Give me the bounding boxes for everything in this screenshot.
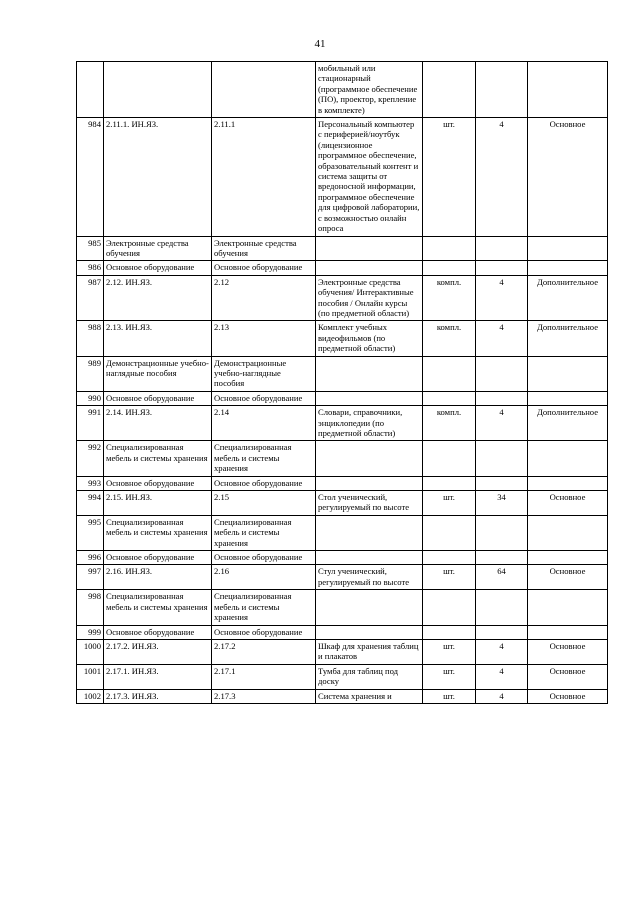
equipment-type-cell: Основное [528, 118, 608, 236]
quantity-cell: 4 [476, 406, 528, 441]
reference-code-cell [212, 62, 316, 118]
equipment-type-cell: Дополнительное [528, 275, 608, 321]
unit-cell [423, 391, 476, 405]
item-code-cell: Демонстрационные учебно-наглядные пособия [104, 356, 212, 391]
row-number-cell: 995 [77, 515, 104, 550]
equipment-type-cell [528, 515, 608, 550]
table-body [77, 62, 608, 704]
row-number-cell: 988 [77, 321, 104, 356]
unit-cell: шт. [423, 639, 476, 664]
item-code-cell: Специализированная мебель и системы хранения [104, 590, 212, 625]
equipment-type-cell: Дополнительное [528, 406, 608, 441]
description-cell: Стол ученический, регулируемый по высоте [316, 491, 423, 516]
item-code-cell: Специализированная мебель и системы хранения [104, 441, 212, 476]
description-cell [316, 236, 423, 261]
reference-code-cell: Демонстрационные учебно-наглядные пособия [212, 356, 316, 391]
reference-code-cell: Основное оборудование [212, 476, 316, 490]
description-cell: Стул ученический, регулируемый по высоте [316, 565, 423, 590]
unit-cell: компл. [423, 275, 476, 321]
description-cell: Персональный компьютер с периферией/ноутбук (лицензионное программное обеспечение, образовательный контент и система защиты от вредоносной информации, программное обеспечение для цифровой лаборатории, с возможностью онлайн опроса [316, 118, 423, 236]
item-code-cell: Электронные средства обучения [104, 236, 212, 261]
table-row [77, 664, 608, 689]
quantity-cell [476, 625, 528, 639]
item-code-cell [104, 62, 212, 118]
description-cell: мобильный или стационарный (программное обеспечение (ПО), проектор, крепление в комплекте) [316, 62, 423, 118]
reference-code-cell: 2.12 [212, 275, 316, 321]
row-number-cell: 987 [77, 275, 104, 321]
item-code-cell: Основное оборудование [104, 551, 212, 565]
reference-code-cell: Специализированная мебель и системы хранения [212, 515, 316, 550]
row-number-cell: 998 [77, 590, 104, 625]
reference-code-cell: 2.15 [212, 491, 316, 516]
reference-code-cell: 2.13 [212, 321, 316, 356]
unit-cell [423, 625, 476, 639]
quantity-cell: 4 [476, 321, 528, 356]
description-cell [316, 441, 423, 476]
equipment-type-cell [528, 62, 608, 118]
unit-cell: шт. [423, 689, 476, 703]
item-code-cell: 2.15. ИН.ЯЗ. [104, 491, 212, 516]
table-row [77, 321, 608, 356]
description-cell [316, 515, 423, 550]
reference-code-cell: Специализированная мебель и системы хранения [212, 441, 316, 476]
unit-cell [423, 356, 476, 391]
reference-code-cell: Основное оборудование [212, 625, 316, 639]
page-number: 41 [314, 38, 326, 50]
equipment-type-cell [528, 261, 608, 275]
row-number-cell: 997 [77, 565, 104, 590]
item-code-cell: 2.13. ИН.ЯЗ. [104, 321, 212, 356]
description-cell: Словари, справочники, энциклопедии (по предметной области) [316, 406, 423, 441]
description-cell [316, 391, 423, 405]
description-cell [316, 590, 423, 625]
equipment-type-cell: Основное [528, 689, 608, 703]
equipment-table [76, 61, 608, 704]
equipment-type-cell: Основное [528, 664, 608, 689]
quantity-cell [476, 236, 528, 261]
item-code-cell: Основное оборудование [104, 625, 212, 639]
table-row [77, 62, 608, 118]
unit-cell [423, 590, 476, 625]
equipment-type-cell: Основное [528, 565, 608, 590]
reference-code-cell: 2.11.1 [212, 118, 316, 236]
description-cell [316, 261, 423, 275]
item-code-cell: 2.14. ИН.ЯЗ. [104, 406, 212, 441]
equipment-type-cell [528, 625, 608, 639]
table-row [77, 551, 608, 565]
table-row [77, 476, 608, 490]
reference-code-cell: Основное оборудование [212, 551, 316, 565]
description-cell: Комплект учебных видеофильмов (по предметной области) [316, 321, 423, 356]
unit-cell: шт. [423, 491, 476, 516]
unit-cell [423, 551, 476, 565]
table-row [77, 275, 608, 321]
row-number-cell: 989 [77, 356, 104, 391]
item-code-cell: Основное оборудование [104, 261, 212, 275]
table-row [77, 406, 608, 441]
equipment-type-cell [528, 476, 608, 490]
table-row [77, 391, 608, 405]
reference-code-cell: Электронные средства обучения [212, 236, 316, 261]
quantity-cell [476, 391, 528, 405]
quantity-cell [476, 476, 528, 490]
table-row [77, 639, 608, 664]
table-row [77, 261, 608, 275]
equipment-type-cell: Основное [528, 639, 608, 664]
equipment-type-cell [528, 441, 608, 476]
unit-cell [423, 441, 476, 476]
row-number-cell: 990 [77, 391, 104, 405]
row-number-cell: 999 [77, 625, 104, 639]
equipment-type-cell: Основное [528, 491, 608, 516]
unit-cell [423, 62, 476, 118]
item-code-cell: 2.16. ИН.ЯЗ. [104, 565, 212, 590]
reference-code-cell: Основное оборудование [212, 391, 316, 405]
reference-code-cell: 2.17.1 [212, 664, 316, 689]
unit-cell [423, 515, 476, 550]
quantity-cell [476, 356, 528, 391]
reference-code-cell: 2.17.3 [212, 689, 316, 703]
reference-code-cell: 2.16 [212, 565, 316, 590]
unit-cell [423, 476, 476, 490]
row-number-cell: 1001 [77, 664, 104, 689]
item-code-cell: 2.11.1. ИН.ЯЗ. [104, 118, 212, 236]
unit-cell [423, 261, 476, 275]
equipment-type-cell [528, 236, 608, 261]
reference-code-cell: 2.14 [212, 406, 316, 441]
row-number-cell: 993 [77, 476, 104, 490]
unit-cell: шт. [423, 565, 476, 590]
row-number-cell: 985 [77, 236, 104, 261]
unit-cell: компл. [423, 406, 476, 441]
item-code-cell: Основное оборудование [104, 476, 212, 490]
row-number-cell: 1000 [77, 639, 104, 664]
table-row [77, 236, 608, 261]
item-code-cell: Основное оборудование [104, 391, 212, 405]
table-row [77, 491, 608, 516]
table-row [77, 118, 608, 236]
equipment-type-cell [528, 590, 608, 625]
description-cell: Тумба для таблиц под доску [316, 664, 423, 689]
row-number-cell: 992 [77, 441, 104, 476]
table-row [77, 625, 608, 639]
table-row [77, 356, 608, 391]
row-number-cell [77, 62, 104, 118]
table-row [77, 441, 608, 476]
row-number-cell: 986 [77, 261, 104, 275]
quantity-cell: 34 [476, 491, 528, 516]
item-code-cell: 2.12. ИН.ЯЗ. [104, 275, 212, 321]
quantity-cell [476, 261, 528, 275]
quantity-cell [476, 515, 528, 550]
description-cell: Шкаф для хранения таблиц и плакатов [316, 639, 423, 664]
equipment-type-cell: Дополнительное [528, 321, 608, 356]
quantity-cell [476, 590, 528, 625]
equipment-type-cell [528, 391, 608, 405]
reference-code-cell: Основное оборудование [212, 261, 316, 275]
row-number-cell: 991 [77, 406, 104, 441]
description-cell [316, 625, 423, 639]
item-code-cell: Специализированная мебель и системы хранения [104, 515, 212, 550]
table-row [77, 565, 608, 590]
item-code-cell: 2.17.3. ИН.ЯЗ. [104, 689, 212, 703]
item-code-cell: 2.17.2. ИН.ЯЗ. [104, 639, 212, 664]
description-cell: Система хранения и [316, 689, 423, 703]
unit-cell: шт. [423, 664, 476, 689]
unit-cell [423, 236, 476, 261]
unit-cell: шт. [423, 118, 476, 236]
equipment-type-cell [528, 551, 608, 565]
unit-cell: компл. [423, 321, 476, 356]
row-number-cell: 994 [77, 491, 104, 516]
quantity-cell [476, 551, 528, 565]
quantity-cell [476, 62, 528, 118]
table-row [77, 689, 608, 703]
description-cell [316, 476, 423, 490]
row-number-cell: 984 [77, 118, 104, 236]
quantity-cell: 64 [476, 565, 528, 590]
row-number-cell: 996 [77, 551, 104, 565]
quantity-cell: 4 [476, 275, 528, 321]
quantity-cell: 4 [476, 689, 528, 703]
reference-code-cell: 2.17.2 [212, 639, 316, 664]
row-number-cell: 1002 [77, 689, 104, 703]
quantity-cell: 4 [476, 639, 528, 664]
description-cell: Электронные средства обучения/ Интерактивные пособия / Онлайн курсы (по предметной области) [316, 275, 423, 321]
description-cell [316, 356, 423, 391]
quantity-cell: 4 [476, 664, 528, 689]
quantity-cell [476, 441, 528, 476]
reference-code-cell: Специализированная мебель и системы хранения [212, 590, 316, 625]
table-row [77, 590, 608, 625]
item-code-cell: 2.17.1. ИН.ЯЗ. [104, 664, 212, 689]
equipment-type-cell [528, 356, 608, 391]
description-cell [316, 551, 423, 565]
quantity-cell: 4 [476, 118, 528, 236]
table-row [77, 515, 608, 550]
